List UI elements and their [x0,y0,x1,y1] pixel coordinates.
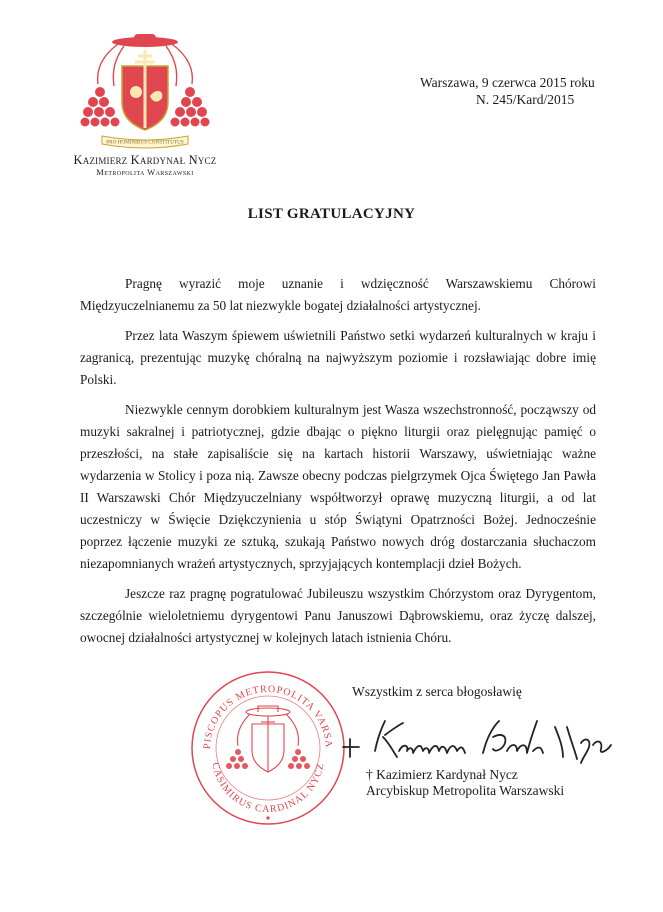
closing-greeting: Wszystkim z serca błogosławię [352,684,522,699]
signer-name: † Kazimierz Kardynał Nycz [366,767,518,782]
sender-title: Metropolita Warszawski [96,167,194,177]
letter-body [80,273,596,657]
signer-role: Arcybiskup Metropolita Warszawski [366,783,565,798]
document-title: LIST GRATULACYJNY [247,206,416,222]
coat-of-arms-logo [80,32,210,150]
handwritten-signature [337,707,617,769]
seal-text-bottom: CASIMIRUS CARDINAL NYCZ [209,761,327,816]
body-paragraph: Jeszcze raz pragnę pogratulować Jubileuszu wszystkim Chórzystom oraz Dyrygentom, szczególnie wieloletniemu dyrygentowi Panu Januszowi Dąbrowskiemu, oraz życzę dalszej, owocnej działalności artystycznej w kolejnych latach istnienia Chóru. [80,586,596,645]
body-paragraph: Przez lata Waszym śpiewem uświetnili Państwo setki wydarzeń kulturalnych w kraju i zagranicą, prezentując muzykę chóralną na najwyższym poziomie i rozsławiając dobre imię Polski. [80,328,596,387]
reference-number: N. 245/Kard/2015 [476,92,575,107]
body-paragraph: Pragnę wyrazić moje uznanie i wdzięczność Warszawskiemu Chórowi Międzyuczelnianemu za 50 lat niezwykle bogatej działalności artystycznej. [80,276,596,313]
motto-text: PRO HOMINIBUS CONSTITUTUS [106,139,184,146]
body-paragraph: Niezwykle cennym dorobkiem kulturalnym jest Wasza wszechstronność, począwszy od muzyki sakralnej i patriotycznej, gdzie dbając o piękno liturgii oraz pielęgnując pamięć o przeszłości, na stałe zapisaliście się na kartach historii Warszawy, uświetniając ważne wydarzenia w Stolicy i poza nią. Zawsze obecny podczas pielgrzymek Ojca Świętego Jan Pawła II Warszawski Chór Międzyuczelniany współtworzył oprawę muzyczną liturgii, a od lat uczestniczy w Święcie Dziękczynienia u stóp Świątyni Opatrzności Bożej. Jednocześnie poprzez łączenie muzyki ze sztuką, szukają Państwo nowych dróg dostarczania słuchaczom niezapomnianych wrażeń artystycznych, sprzyjających kontemplacji dzieł Bożych. [80,402,596,571]
place-date: Warszawa, 9 czerwca 2015 roku [420,75,595,90]
seal-text-top: PISCOPUS METROPOLITA VARSA [201,683,334,750]
sender-name: Kazimierz Kardynał Nycz [73,153,217,167]
official-seal-stamp [188,668,348,828]
